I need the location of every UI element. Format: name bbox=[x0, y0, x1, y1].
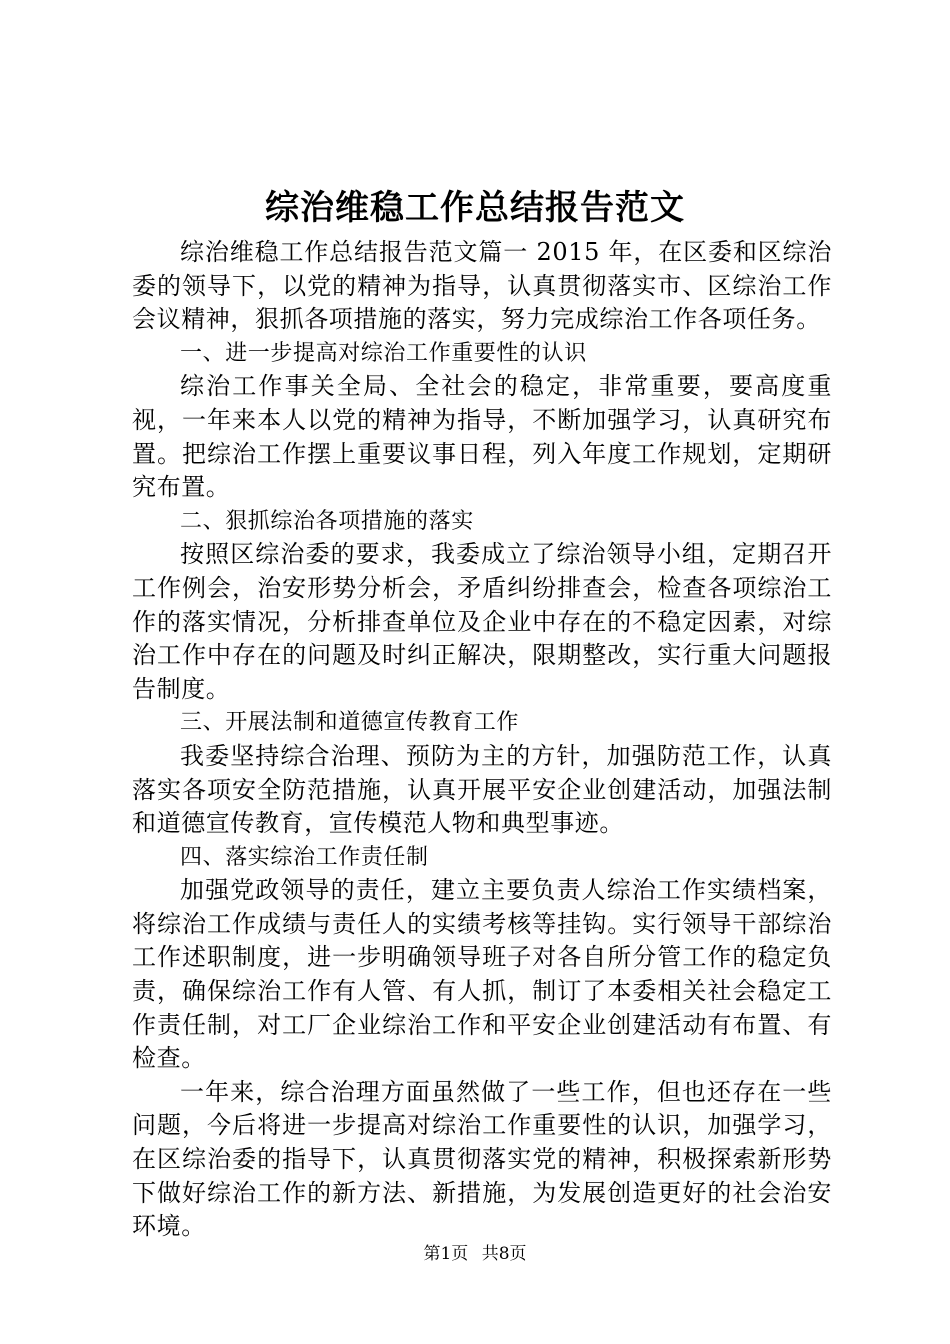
document-body bbox=[132, 236, 832, 1244]
section-heading-3: 三、开展法制和道德宣传教育工作 bbox=[180, 710, 520, 736]
section-heading-1: 一、进一步提高对综治工作重要性的认识 bbox=[180, 340, 587, 366]
paragraph-section-1: 综治工作事关全局、全社会的稳定，非常重要，要高度重视，一年来本人以党的精神为指导，不断加强学习，认真研究布置。把综治工作摆上重要议事日程，列入年度工作规划，定期研究布置。 bbox=[132, 372, 832, 502]
paragraph-section-4: 加强党政领导的责任，建立主要负责人综治工作实绩档案，将综治工作成绩与责任人的实绩考核等挂钩。实行领导干部综治工作述职制度，进一步明确领导班子对各自所分管工作的稳定负责，确保综治工作有人管、有人抓，制订了本委相关社会稳定工作责任制，对工厂企业综治工作和平安企业创建活动有布置、有检查。 bbox=[132, 876, 832, 1073]
section-heading-4: 四、落实综治工作责任制 bbox=[180, 844, 429, 870]
paragraph-intro: 综治维稳工作总结报告范文篇一 2015 年，在区委和区综治委的领导下，以党的精神为指导，认真贯彻落实市、区综治工作会议精神，狠抓各项措施的落实，努力完成综治工作各项任务。 bbox=[132, 238, 832, 334]
paragraph-section-3: 我委坚持综合治理、预防为主的方针，加强防范工作，认真落实各项安全防范措施，认真开展平安企业创建活动，加强法制和道德宣传教育，宣传模范人物和典型事迹。 bbox=[132, 741, 832, 838]
page-footer bbox=[0, 1242, 950, 1266]
page-total: 共8页 bbox=[481, 1244, 527, 1264]
paragraph-section-2: 按照区综治委的要求，我委成立了综治领导小组，定期召开工作例会，治安形势分析会，矛盾纠纷排查会，检查各项综治工作的落实情况，分析排查单位及企业中存在的不稳定因素，对综治工作中存在的问题及时纠正解决，限期整改，实行重大问题报告制度。 bbox=[132, 540, 832, 703]
page-number: 第1页 bbox=[423, 1244, 469, 1264]
section-heading-2: 二、狠抓综治各项措施的落实 bbox=[180, 508, 474, 534]
document-title: 综治维稳工作总结报告范文 bbox=[265, 188, 685, 228]
paragraph-conclusion: 一年来，综合治理方面虽然做了一些工作，但也还存在一些问题，今后将进一步提高对综治工作重要性的认识，加强学习，在区综治委的指导下，认真贯彻落实党的精神，积极探索新形势下做好综治工作的新方法、新措施，为发展创造更好的社会治安环境。 bbox=[132, 1077, 832, 1241]
